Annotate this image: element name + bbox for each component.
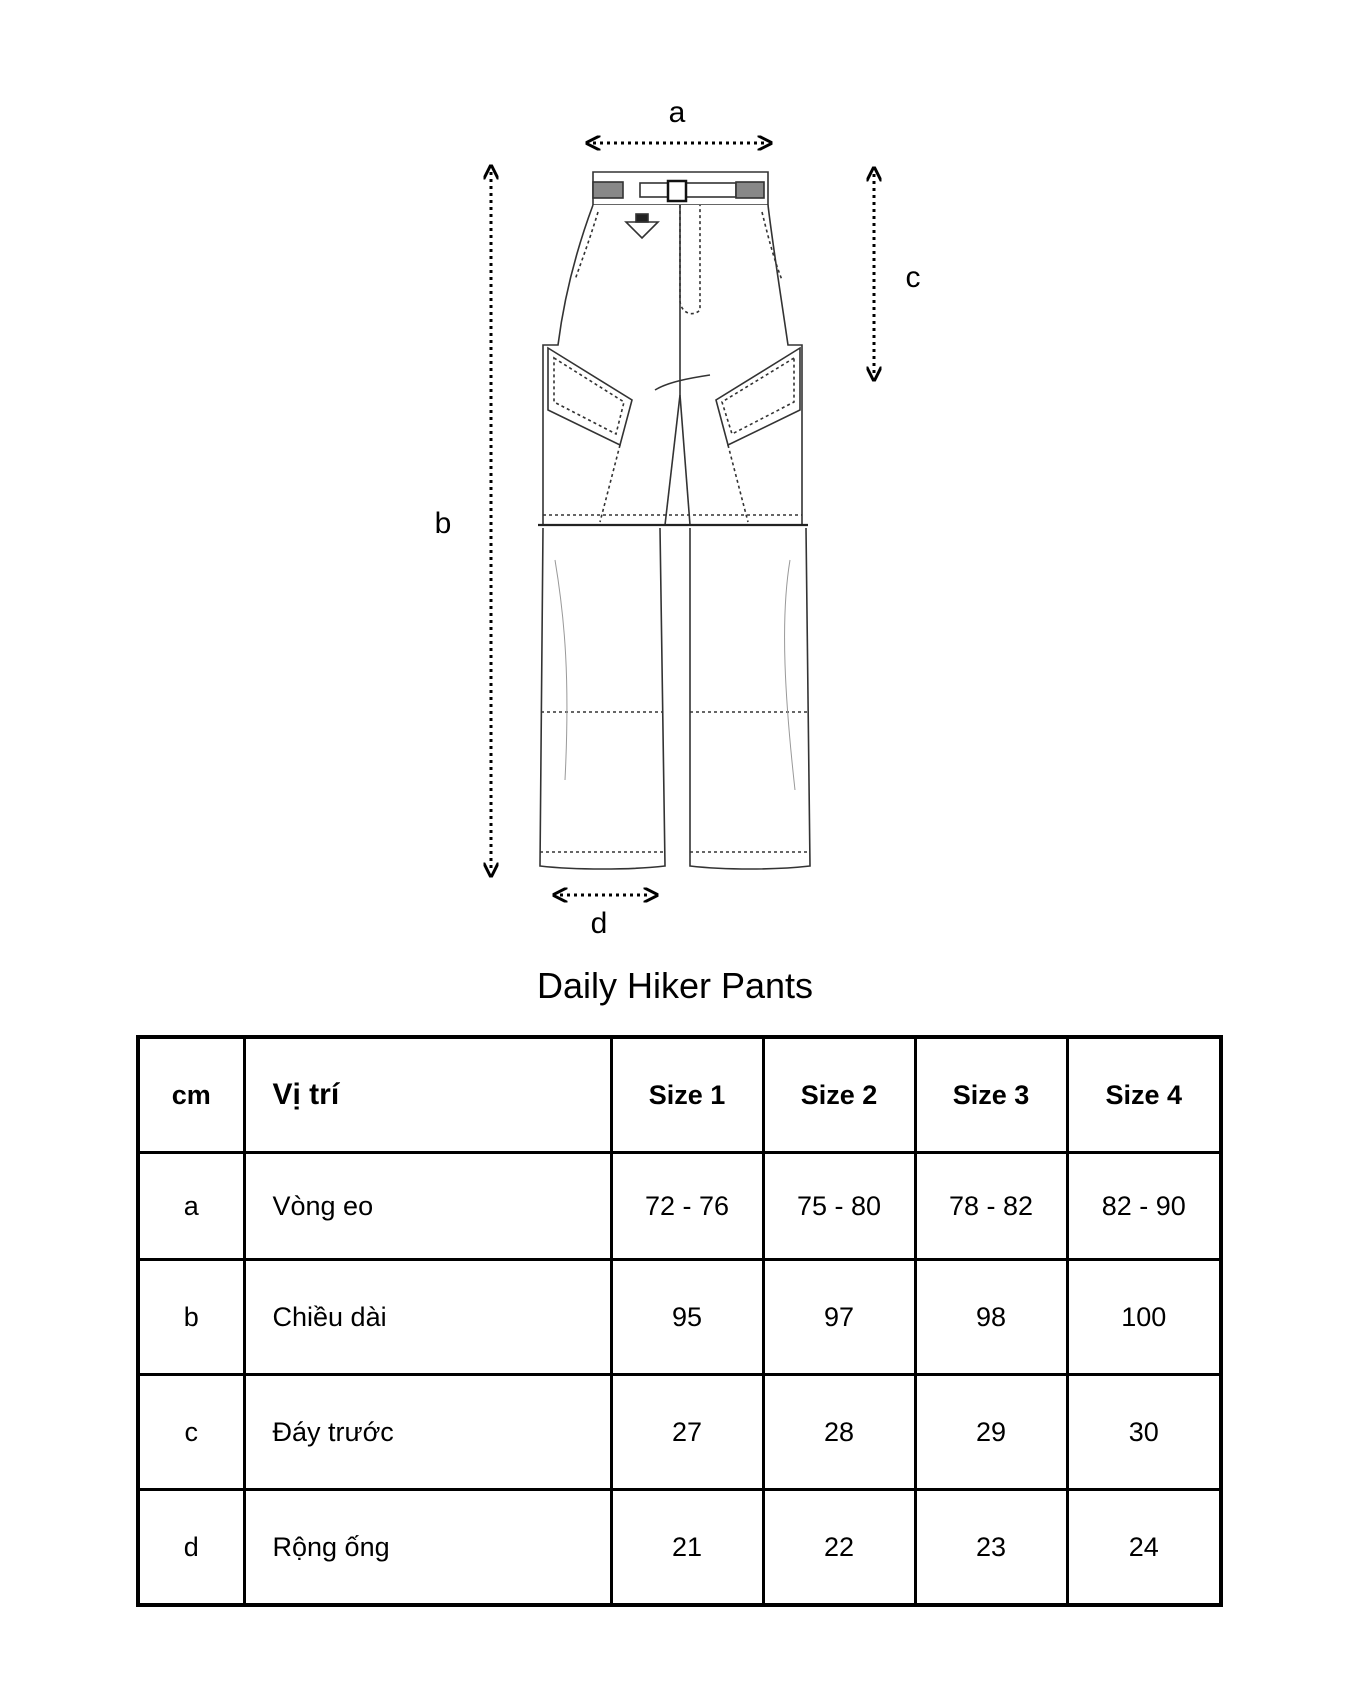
row-size-value: 75 - 80 — [763, 1153, 915, 1260]
row-size-value: 27 — [611, 1375, 763, 1490]
dimension-label-a: a — [668, 96, 686, 129]
header-size-2: Size 2 — [763, 1037, 915, 1153]
row-size-value: 22 — [763, 1490, 915, 1606]
dimension-label-b: b — [434, 507, 452, 540]
row-size-value: 97 — [763, 1260, 915, 1375]
pants-outline — [538, 172, 810, 869]
row-code: c — [138, 1375, 244, 1490]
table-row — [138, 1490, 1221, 1606]
size-chart-table — [136, 1035, 1223, 1607]
row-size-value: 95 — [611, 1260, 763, 1375]
header-unit: cm — [138, 1037, 244, 1153]
row-size-value: 78 - 82 — [915, 1153, 1067, 1260]
table-row — [138, 1153, 1221, 1260]
row-size-value: 23 — [915, 1490, 1067, 1606]
row-size-value: 24 — [1067, 1490, 1221, 1606]
header-size-4: Size 4 — [1067, 1037, 1221, 1153]
row-size-value: 29 — [915, 1375, 1067, 1490]
row-size-value: 100 — [1067, 1260, 1221, 1375]
header-size-3: Size 3 — [915, 1037, 1067, 1153]
product-title: Daily Hiker Pants — [536, 965, 814, 1006]
row-size-value: 28 — [763, 1375, 915, 1490]
table-row — [138, 1260, 1221, 1375]
row-position: Rộng ống — [244, 1490, 611, 1606]
header-position: Vị trí — [244, 1037, 611, 1153]
row-position: Vòng eo — [244, 1153, 611, 1260]
table-header-row — [138, 1037, 1221, 1153]
row-size-value: 82 - 90 — [1067, 1153, 1221, 1260]
row-code: d — [138, 1490, 244, 1606]
dimension-label-d: d — [590, 907, 608, 940]
row-size-value: 21 — [611, 1490, 763, 1606]
header-size-1: Size 1 — [611, 1037, 763, 1153]
row-code: a — [138, 1153, 244, 1260]
row-size-value: 72 - 76 — [611, 1153, 763, 1260]
row-size-value: 30 — [1067, 1375, 1221, 1490]
row-position: Chiều dài — [244, 1260, 611, 1375]
dimension-label-c: c — [905, 261, 921, 294]
table-row — [138, 1375, 1221, 1490]
row-code: b — [138, 1260, 244, 1375]
row-position: Đáy trước — [244, 1375, 611, 1490]
row-size-value: 98 — [915, 1260, 1067, 1375]
